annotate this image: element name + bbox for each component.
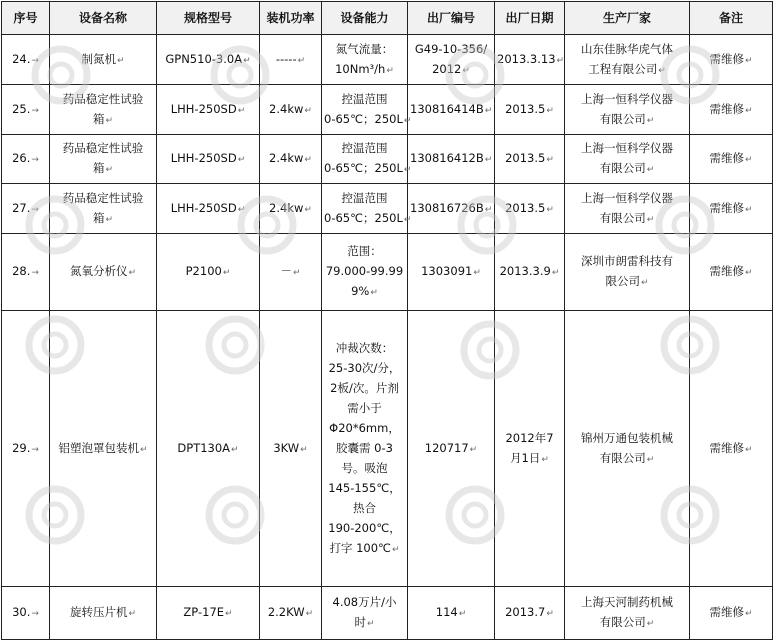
cell-line-wrap	[497, 261, 562, 283]
power-cell	[260, 587, 322, 640]
manufacturer-cell	[565, 135, 690, 184]
cell-text-line: 4.08万片/小	[332, 595, 397, 609]
manufacturer-cell	[565, 35, 690, 85]
power-cell	[260, 184, 322, 234]
cell-text-line: 2012	[432, 61, 462, 76]
equipment-table	[1, 1, 773, 640]
table-row	[2, 234, 773, 311]
paragraph-mark-icon: ↵	[304, 204, 312, 215]
cell-text-line: 79.000-99.99	[325, 264, 404, 278]
cell-text-line: 0-65℃；250L	[324, 161, 403, 175]
power-cell	[260, 311, 322, 587]
table-row	[2, 184, 773, 234]
factory-date-cell	[495, 234, 565, 311]
power-cell	[260, 135, 322, 184]
equipment-name-cell	[50, 135, 157, 184]
cell-line-wrap	[262, 198, 319, 220]
paragraph-mark-icon: ↵	[237, 155, 246, 165]
model-cell	[157, 234, 260, 311]
cell-text-line: GPN510-3.0A	[165, 51, 243, 66]
cell-text-line: 工程有限公司	[588, 61, 658, 76]
paragraph-mark-icon: ↵	[546, 204, 554, 215]
paragraph-mark-icon: ↵	[116, 55, 125, 66]
capacity-cell	[322, 135, 412, 184]
remark-cell	[690, 85, 773, 135]
header-cell: 装机功率	[260, 2, 322, 35]
cell-text-line: 2013.5	[505, 200, 546, 215]
paragraph-mark-icon: ↵	[462, 65, 470, 76]
paragraph-mark-icon: ↵	[366, 619, 375, 629]
paragraph-mark-icon: ↵	[546, 155, 554, 165]
cell-line-wrap	[410, 198, 492, 220]
paragraph-mark-icon: ↵	[484, 105, 493, 116]
row-number: 26.	[12, 151, 31, 165]
cell-line-wrap	[52, 602, 154, 624]
paragraph-mark-icon: ↵	[484, 155, 493, 165]
cell-line-wrap	[410, 148, 492, 170]
cell-text-line: 2013.3.9	[499, 264, 551, 278]
paragraph-mark-icon: ↵	[556, 55, 565, 66]
cell-text-line: 热合	[353, 500, 376, 515]
cell-text-line: 需小于	[347, 400, 382, 415]
cell-text-line: 打字 100℃	[329, 540, 391, 555]
cell-text-line: 箱	[92, 161, 105, 175]
cell-line-wrap	[692, 602, 770, 624]
row-number: 28.	[12, 264, 31, 278]
table-row	[2, 135, 773, 184]
cell-line-wrap	[52, 158, 154, 180]
header-cell: 规格型号	[157, 2, 260, 35]
cell-text-line: 药品稳定性试验	[62, 190, 144, 205]
paragraph-mark-icon: ↵	[304, 105, 312, 116]
paragraph-mark-icon: ↵	[305, 609, 314, 619]
paragraph-mark-icon: ↵	[646, 165, 655, 175]
row-number-cell	[2, 135, 50, 184]
cell-text-line: 2013.7	[505, 605, 546, 619]
cell-text-line: 上海天河制药机械	[581, 595, 673, 609]
cell-line-wrap	[262, 99, 319, 121]
cell-line-wrap	[159, 49, 257, 71]
serial-number-cell	[408, 311, 495, 587]
row-number: 27.	[12, 200, 31, 215]
cell-line-wrap	[52, 49, 154, 71]
cell-line-wrap	[262, 148, 319, 170]
paragraph-mark-icon: ↵	[300, 444, 308, 455]
remark-cell	[690, 311, 773, 587]
paragraph-mark-icon: ↵	[128, 609, 137, 619]
paragraph-mark-icon: ↵	[744, 268, 753, 278]
cell-text-line: 药品稳定性试验	[62, 91, 144, 106]
capacity-cell	[322, 184, 412, 234]
paragraph-mark-icon: ↵	[551, 268, 560, 278]
return-arrow-icon: →	[31, 204, 39, 215]
cell-line-wrap	[567, 109, 687, 131]
row-number-cell	[2, 85, 50, 135]
header-cell: 生产厂家	[565, 2, 690, 35]
cell-line-wrap	[567, 271, 687, 293]
paragraph-mark-icon: ↵	[237, 204, 246, 215]
model-cell	[157, 184, 260, 234]
cell-text-line: 控温范围	[341, 91, 388, 106]
cell-text-line: 需维修	[709, 605, 744, 619]
paragraph-mark-icon: ↵	[105, 115, 114, 126]
paragraph-mark-icon: ↵	[105, 165, 114, 175]
remark-cell	[690, 35, 773, 85]
cell-line-wrap	[159, 198, 257, 220]
cell-text-line: 有限公司	[599, 161, 646, 175]
manufacturer-cell	[565, 85, 690, 135]
cell-text-line: LHH-250SD	[170, 200, 237, 215]
paragraph-mark-icon: ↵	[546, 105, 554, 116]
cell-text-line: 2012年7	[505, 430, 554, 445]
cell-line-wrap	[262, 438, 319, 460]
paragraph-mark-icon: ↵	[744, 204, 753, 215]
cell-line-wrap	[410, 261, 492, 283]
return-arrow-icon: →	[31, 105, 39, 116]
model-cell	[157, 35, 260, 85]
row-number: 29.	[12, 440, 31, 455]
cell-line-wrap	[262, 261, 319, 283]
cell-text-line: 需维修	[709, 440, 744, 455]
power-cell	[260, 234, 322, 311]
paragraph-mark-icon: ↵	[646, 454, 655, 465]
paragraph-mark-icon: ↵	[391, 544, 400, 555]
cell-text-line: 有限公司	[599, 450, 646, 465]
cell-text-line: 山东佳脉华虎气体	[581, 41, 673, 56]
cell-line-wrap	[52, 261, 154, 283]
paragraph-mark-icon: ↵	[222, 268, 231, 278]
factory-date-cell	[495, 311, 565, 587]
remark-cell	[690, 184, 773, 234]
paragraph-mark-icon: ↵	[744, 105, 753, 116]
cell-text-line: 月1日	[510, 450, 541, 465]
row-number: 30.	[12, 605, 31, 619]
header-cell: 出厂日期	[495, 2, 565, 35]
return-arrow-icon: →	[31, 268, 39, 278]
cell-line-wrap	[497, 448, 562, 470]
cell-line-wrap	[567, 448, 687, 470]
cell-text-line: －	[280, 264, 292, 278]
model-cell	[157, 311, 260, 587]
cell-text-line: 氮气流量：	[335, 41, 394, 56]
cell-line-wrap	[159, 602, 257, 624]
paragraph-mark-icon: ↵	[225, 609, 233, 619]
equipment-name-cell	[50, 85, 157, 135]
capacity-cell	[322, 311, 408, 587]
cell-text-line: 需维修	[709, 151, 744, 165]
remark-cell	[690, 587, 773, 640]
paragraph-mark-icon: ↵	[370, 288, 378, 298]
cell-text-line: 0-65℃；250L	[324, 111, 403, 126]
header-cell: 设备名称	[50, 2, 157, 35]
row-number-cell	[2, 587, 50, 640]
cell-text-line: 2013.5	[505, 101, 546, 116]
cell-text-line: 胶囊需 0-3	[336, 440, 393, 455]
manufacturer-cell	[565, 311, 690, 587]
header-cell: 备注	[690, 2, 773, 35]
cell-text-line: 有限公司	[599, 111, 646, 126]
manufacturer-cell	[565, 234, 690, 311]
paragraph-mark-icon: ↵	[304, 155, 312, 165]
serial-number-cell	[408, 234, 495, 311]
factory-date-cell	[495, 184, 565, 234]
paragraph-mark-icon: ↵	[646, 214, 655, 225]
cell-line-wrap	[410, 602, 492, 624]
row-number: 25.	[12, 101, 31, 116]
cell-text-line: P2100	[185, 264, 222, 278]
cell-line-wrap	[52, 438, 154, 460]
paragraph-mark-icon: ↵	[541, 454, 549, 465]
cell-text-line: 2.4kw	[269, 200, 304, 215]
return-arrow-icon: →	[31, 155, 39, 165]
cell-text-line: 控温范围	[341, 190, 388, 205]
cell-text-line: 130816414B	[410, 101, 484, 116]
capacity-cell	[322, 35, 408, 85]
cell-text-line: LHH-250SD	[170, 101, 237, 116]
cell-line-wrap	[159, 261, 257, 283]
cell-text-line: LHH-250SD	[170, 151, 237, 165]
cell-line-wrap	[324, 158, 412, 180]
cell-text-line: 铝塑泡罩包装机	[58, 440, 139, 455]
cell-text-line: DPT130A	[177, 440, 231, 455]
cell-line-wrap	[324, 538, 405, 560]
paragraph-mark-icon: ↵	[646, 115, 655, 126]
cell-text-line: 2板/次。片剂	[330, 380, 399, 395]
equipment-name-cell	[50, 311, 157, 587]
cell-text-line: 需维修	[709, 101, 744, 116]
factory-date-cell	[495, 85, 565, 135]
paragraph-mark-icon: ↵	[105, 214, 114, 225]
paragraph-mark-icon: ↵	[546, 609, 554, 619]
cell-line-wrap	[159, 99, 257, 121]
cell-text-line: 限公司	[605, 274, 640, 288]
paragraph-mark-icon: ↵	[403, 165, 412, 175]
paragraph-mark-icon: ↵	[473, 268, 481, 278]
cell-text-line: 锦州万通包装机械	[581, 430, 673, 445]
cell-text-line: 需维修	[709, 264, 744, 278]
cell-line-wrap	[497, 148, 562, 170]
cell-text-line: 2013.5	[505, 151, 546, 165]
manufacturer-cell	[565, 587, 690, 640]
cell-text-line: 1303091	[421, 264, 473, 278]
remark-cell	[690, 234, 773, 311]
factory-date-cell	[495, 35, 565, 85]
model-cell	[157, 587, 260, 640]
cell-text-line: -----	[275, 51, 297, 66]
header-cell: 设备能力	[322, 2, 408, 35]
paragraph-mark-icon: ↵	[484, 204, 493, 215]
cell-line-wrap	[497, 49, 565, 71]
cell-text-line: 114	[435, 605, 458, 619]
cell-line-wrap	[567, 59, 687, 81]
cell-line-wrap	[567, 612, 687, 634]
cell-text-line: 9%	[351, 284, 370, 298]
paragraph-mark-icon: ↵	[469, 444, 478, 455]
cell-line-wrap	[497, 198, 562, 220]
cell-text-line: 2013.3.13	[497, 51, 556, 66]
serial-number-cell	[408, 35, 495, 85]
cell-line-wrap	[159, 148, 257, 170]
cell-text-line: 145-155℃，	[328, 480, 401, 495]
cell-line-wrap	[410, 438, 492, 460]
cell-text-line: 10Nm³/h	[335, 61, 386, 76]
capacity-cell	[322, 85, 412, 135]
capacity-cell	[322, 234, 408, 311]
paragraph-mark-icon: ↵	[744, 444, 753, 455]
cell-line-wrap	[324, 612, 405, 634]
cell-text-line: 箱	[92, 210, 105, 225]
cell-text-line: 2.4kw	[269, 101, 304, 116]
cell-line-wrap	[324, 208, 412, 230]
cell-line-wrap	[324, 109, 412, 131]
power-cell	[260, 85, 322, 135]
power-cell	[260, 35, 322, 85]
cell-text-line: 190-200℃，	[328, 520, 401, 535]
cell-text-line: 130816412B	[410, 151, 484, 165]
row-number-cell	[2, 311, 50, 587]
return-arrow-icon: →	[31, 444, 39, 455]
cell-line-wrap	[52, 208, 154, 230]
cell-line-wrap	[324, 59, 405, 81]
cell-text-line: 控温范围	[341, 141, 388, 155]
cell-line-wrap	[692, 148, 770, 170]
cell-text-line: 120717	[424, 440, 469, 455]
cell-line-wrap	[692, 49, 770, 71]
table-row	[2, 35, 773, 85]
table-row	[2, 85, 773, 135]
cell-text-line: 需维修	[709, 200, 744, 215]
row-number-cell	[2, 234, 50, 311]
cell-text-line: 深圳市朗雷科技有	[581, 254, 673, 268]
cell-text-line: 2.2KW	[267, 605, 305, 619]
factory-date-cell	[495, 135, 565, 184]
remark-cell	[690, 135, 773, 184]
table-body	[2, 35, 773, 640]
cell-text-line: ZP-17E	[183, 605, 225, 619]
equipment-name-cell	[50, 184, 157, 234]
cell-text-line: 有限公司	[599, 615, 646, 629]
cell-text-line: 130816726B	[410, 200, 484, 215]
capacity-cell	[322, 587, 408, 640]
paragraph-mark-icon: ↵	[458, 609, 467, 619]
cell-text-line: 上海一恒科学仪器	[581, 141, 673, 155]
cell-text-line: 2.4kw	[269, 151, 304, 165]
cell-line-wrap	[324, 281, 405, 303]
cell-line-wrap	[52, 109, 154, 131]
row-number-cell	[2, 184, 50, 234]
cell-line-wrap	[692, 99, 770, 121]
paragraph-mark-icon: ↵	[292, 268, 301, 278]
row-number: 24.	[12, 51, 31, 66]
cell-text-line: 制氮机	[81, 51, 116, 66]
serial-number-cell	[408, 85, 495, 135]
cell-line-wrap	[567, 208, 687, 230]
cell-line-wrap	[692, 261, 770, 283]
paragraph-mark-icon: ↵	[646, 619, 655, 629]
cell-text-line: 上海一恒科学仪器	[581, 91, 673, 106]
table-row	[2, 311, 773, 587]
cell-text-line: 25-30次/分，	[328, 360, 401, 375]
equipment-name-cell	[50, 35, 157, 85]
cell-line-wrap	[410, 59, 492, 81]
paragraph-mark-icon: ↵	[744, 609, 753, 619]
paragraph-mark-icon: ↵	[231, 444, 239, 455]
paragraph-mark-icon: ↵	[386, 65, 394, 76]
header-cell: 序号	[2, 2, 50, 35]
cell-line-wrap	[159, 438, 257, 460]
cell-line-wrap	[262, 602, 319, 624]
cell-text-line: 箱	[92, 111, 105, 126]
serial-number-cell	[408, 587, 495, 640]
model-cell	[157, 85, 260, 135]
cell-line-wrap	[262, 49, 319, 71]
cell-text-line: 有限公司	[599, 210, 646, 225]
paragraph-mark-icon: ↵	[658, 65, 666, 76]
row-number-cell	[2, 35, 50, 85]
model-cell	[157, 135, 260, 184]
paragraph-mark-icon: ↵	[297, 55, 306, 66]
paragraph-mark-icon: ↵	[744, 55, 753, 66]
cell-line-wrap	[692, 438, 770, 460]
cell-line-wrap	[692, 198, 770, 220]
paragraph-mark-icon: ↵	[128, 268, 137, 278]
serial-number-cell	[408, 135, 495, 184]
cell-line-wrap	[497, 99, 562, 121]
cell-text-line: 3KW	[273, 440, 300, 455]
serial-number-cell	[408, 184, 495, 234]
cell-text-line: 0-65℃；250L	[324, 210, 403, 225]
cell-text-line: 需维修	[709, 51, 744, 66]
cell-text-line: 范围：	[347, 244, 382, 258]
cell-text-line: 冲裁次数：	[335, 340, 394, 355]
cell-line-wrap	[410, 99, 492, 121]
cell-text-line: G49-10-356/	[414, 41, 488, 56]
equipment-name-cell	[50, 587, 157, 640]
paragraph-mark-icon: ↵	[237, 105, 246, 116]
header-cell: 出厂编号	[408, 2, 495, 35]
equipment-name-cell	[50, 234, 157, 311]
paragraph-mark-icon: ↵	[640, 278, 649, 288]
return-arrow-icon: →	[31, 55, 39, 66]
paragraph-mark-icon: ↵	[243, 55, 251, 66]
cell-text-line: 号。吸泡	[341, 460, 388, 475]
cell-text-line: Φ20*6mm，	[329, 420, 400, 435]
cell-text-line: 上海一恒科学仪器	[581, 190, 673, 205]
table-row	[2, 587, 773, 640]
paragraph-mark-icon: ↵	[139, 444, 148, 455]
cell-line-wrap	[497, 602, 562, 624]
cell-text-line: 时	[354, 615, 366, 629]
manufacturer-cell	[565, 184, 690, 234]
return-arrow-icon: →	[31, 609, 39, 619]
paragraph-mark-icon: ↵	[744, 155, 753, 165]
paragraph-mark-icon: ↵	[403, 214, 412, 225]
cell-text-line: 氮氧分析仪	[69, 264, 128, 278]
cell-text-line: 药品稳定性试验	[62, 141, 144, 155]
cell-text-line: 旋转压片机	[69, 605, 128, 619]
factory-date-cell	[495, 587, 565, 640]
cell-line-wrap	[567, 158, 687, 180]
header-row	[2, 2, 773, 35]
paragraph-mark-icon: ↵	[403, 115, 412, 126]
